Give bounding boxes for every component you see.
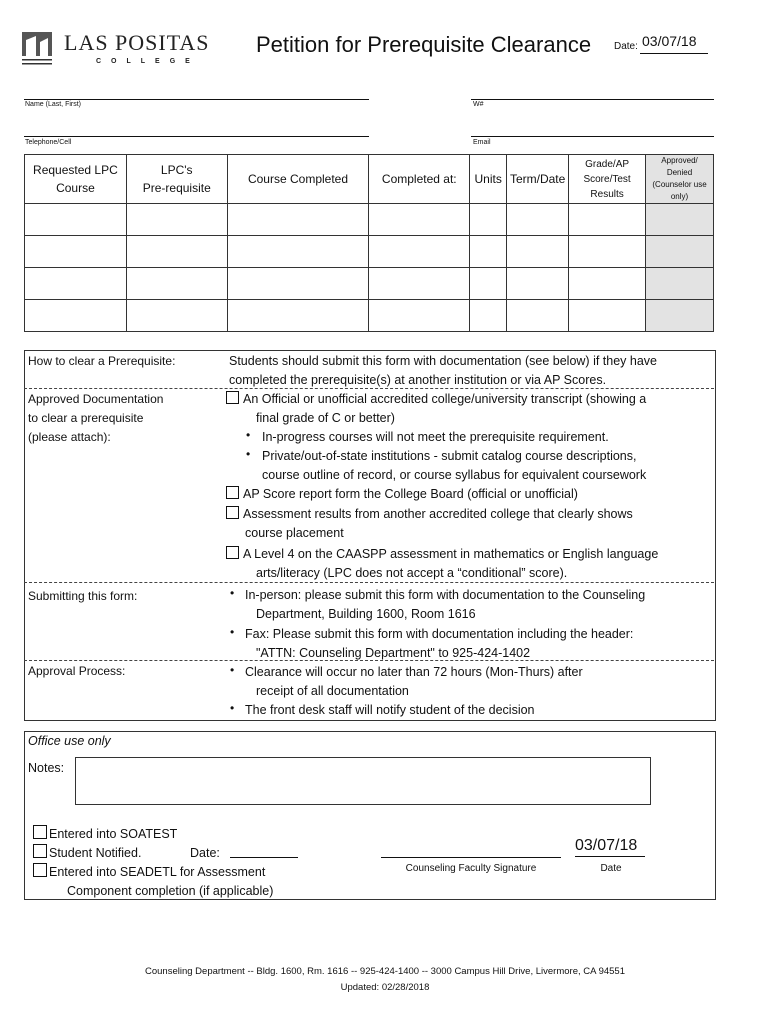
bullet-icon: • xyxy=(230,701,235,715)
notified-date-field[interactable] xyxy=(230,846,298,858)
doc-option-caaspp: A Level 4 on the CAASPP assessment in mathematics or English language xyxy=(226,545,658,564)
table-cell[interactable] xyxy=(569,236,646,268)
doc-option-assessment: Assessment results from another accredited college that clearly shows xyxy=(226,505,633,524)
bullet-icon: • xyxy=(230,625,235,639)
table-cell[interactable] xyxy=(470,204,507,236)
table-cell[interactable] xyxy=(470,300,507,332)
table-row xyxy=(25,236,714,268)
date-field[interactable]: 03/07/18 xyxy=(642,33,697,49)
header-term-date: Term/Date xyxy=(507,155,569,204)
notified-date-label: Date: xyxy=(190,846,220,860)
office-date-value[interactable]: 03/07/18 xyxy=(575,837,638,854)
how-to-clear-text: Students should submit this form with documentation (see below) if they have completed the prerequisite(s) at another institution or via AP Scores. xyxy=(229,354,657,387)
doc-option-transcript-cont: final grade of C or better) xyxy=(256,411,395,425)
doc-bullet-private: Private/out-of-state institutions - submit catalog course descriptions, course outline of record, or course syllabus for equivalent coursework xyxy=(262,449,647,482)
table-cell[interactable] xyxy=(507,268,569,300)
email-field[interactable] xyxy=(471,125,714,137)
office-date-caption: Date xyxy=(600,863,622,874)
course-table xyxy=(24,154,714,332)
table-row xyxy=(25,300,714,332)
doc-option-assessment-cont: course placement xyxy=(245,526,344,540)
checkbox[interactable] xyxy=(33,863,47,877)
checkbox[interactable] xyxy=(33,844,47,858)
table-cell[interactable] xyxy=(369,204,470,236)
header-course-completed: Course Completed xyxy=(227,155,369,204)
table-cell[interactable] xyxy=(646,300,714,332)
notes-label: Notes: xyxy=(28,761,65,775)
table-cell[interactable] xyxy=(369,300,470,332)
bullet-icon: • xyxy=(246,447,251,461)
table-cell[interactable] xyxy=(25,268,127,300)
table-row xyxy=(25,204,714,236)
table-cell[interactable] xyxy=(227,204,369,236)
table-cell[interactable] xyxy=(569,268,646,300)
signature-field[interactable] xyxy=(381,846,561,858)
table-cell[interactable] xyxy=(126,204,227,236)
doc-option-caaspp-cont: arts/literacy (LPC does not accept a “conditional” score). xyxy=(256,566,568,580)
checkbox[interactable] xyxy=(226,486,239,499)
table-cell[interactable] xyxy=(227,300,369,332)
table-cell[interactable] xyxy=(227,268,369,300)
table-cell[interactable] xyxy=(507,204,569,236)
logo-subtitle: COLLEGE xyxy=(96,58,200,65)
table-cell[interactable] xyxy=(227,236,369,268)
name-label: Name (Last, First) xyxy=(25,101,82,108)
footer-updated: Updated: 02/28/2018 xyxy=(340,982,430,993)
table-row xyxy=(25,268,714,300)
header-prerequisite: LPC's Pre-requisite xyxy=(126,155,227,204)
header-requested-course: Requested LPC Course xyxy=(25,155,127,204)
doc-bullet-in-progress: In-progress courses will not meet the prerequisite requirement. xyxy=(262,430,609,444)
header-approved: Approved/ Denied (Counselor use only) xyxy=(646,155,714,204)
phone-label: Telephone/Cell xyxy=(25,139,72,146)
date-underline xyxy=(640,53,708,54)
table-cell[interactable] xyxy=(507,236,569,268)
approved-docs-label: Approved Documentation to clear a prerequisite (please attach): xyxy=(28,392,164,444)
table-cell[interactable] xyxy=(470,268,507,300)
check-seadetl-cont: Component completion (if applicable) xyxy=(67,884,274,898)
approval-label: Approval Process: xyxy=(28,664,126,678)
doc-option-transcript: An Official or unofficial accredited college/university transcript (showing a xyxy=(226,390,646,409)
submitting-label: Submitting this form: xyxy=(28,589,138,603)
college-logo-icon xyxy=(22,32,52,66)
header-units: Units xyxy=(470,155,507,204)
checkbox[interactable] xyxy=(226,391,239,404)
logo-name: LAS POSITAS xyxy=(64,30,210,55)
bullet-icon: • xyxy=(246,428,251,442)
table-cell[interactable] xyxy=(369,236,470,268)
phone-field[interactable] xyxy=(24,125,369,137)
checkbox[interactable] xyxy=(33,825,47,839)
table-cell[interactable] xyxy=(569,204,646,236)
w-number-label: W# xyxy=(473,101,484,108)
doc-option-ap-score: AP Score report form the College Board (official or unofficial) xyxy=(226,485,578,504)
table-cell[interactable] xyxy=(126,236,227,268)
signature-label: Counseling Faculty Signature xyxy=(405,863,537,874)
approval-notify: The front desk staff will notify student of the decision xyxy=(245,703,535,717)
bullet-icon: • xyxy=(230,663,235,677)
table-cell[interactable] xyxy=(646,204,714,236)
header-grade: Grade/AP Score/Test Results xyxy=(569,155,646,204)
approval-timing: Clearance will occur no later than 72 hours (Mon-Thurs) after receipt of all documentation xyxy=(245,665,583,698)
w-number-field[interactable] xyxy=(471,88,714,100)
page-title: Petition for Prerequisite Clearance xyxy=(256,32,592,57)
office-use-title: Office use only xyxy=(28,734,111,748)
checkbox[interactable] xyxy=(226,506,239,519)
check-notified: Student Notified. xyxy=(33,844,141,863)
table-cell[interactable] xyxy=(569,300,646,332)
checkbox[interactable] xyxy=(226,546,239,559)
submit-in-person: In-person: please submit this form with documentation to the Counseling Department, Building 1600, Room 1616 xyxy=(245,588,646,621)
table-cell[interactable] xyxy=(25,204,127,236)
table-cell[interactable] xyxy=(25,236,127,268)
submit-fax: Fax: Please submit this form with documentation including the header: "ATTN: Counseling Department" to 925-424-1402 xyxy=(245,627,634,660)
table-cell[interactable] xyxy=(369,268,470,300)
table-cell[interactable] xyxy=(126,268,227,300)
table-cell[interactable] xyxy=(646,268,714,300)
table-cell[interactable] xyxy=(507,300,569,332)
table-cell[interactable] xyxy=(126,300,227,332)
notes-input[interactable] xyxy=(75,757,651,805)
office-date-underline xyxy=(575,856,645,857)
footer-address: Counseling Department -- Bldg. 1600, Rm. 1616 -- 925-424-1400 -- 3000 Campus Hill Drive, Livermore, CA 94551 xyxy=(145,966,625,977)
name-field[interactable] xyxy=(24,88,369,100)
header-completed-at: Completed at: xyxy=(369,155,470,204)
table-cell[interactable] xyxy=(25,300,127,332)
email-label: Email xyxy=(473,139,491,146)
check-seadetl: Entered into SEADETL for Assessment xyxy=(33,863,265,882)
table-header-row xyxy=(25,155,714,204)
check-soatest: Entered into SOATEST xyxy=(33,825,177,844)
date-label: Date: xyxy=(614,41,638,52)
how-to-clear-label: How to clear a Prerequisite: xyxy=(28,354,176,368)
bullet-icon: • xyxy=(230,586,235,600)
table-cell[interactable] xyxy=(646,236,714,268)
table-cell[interactable] xyxy=(470,236,507,268)
